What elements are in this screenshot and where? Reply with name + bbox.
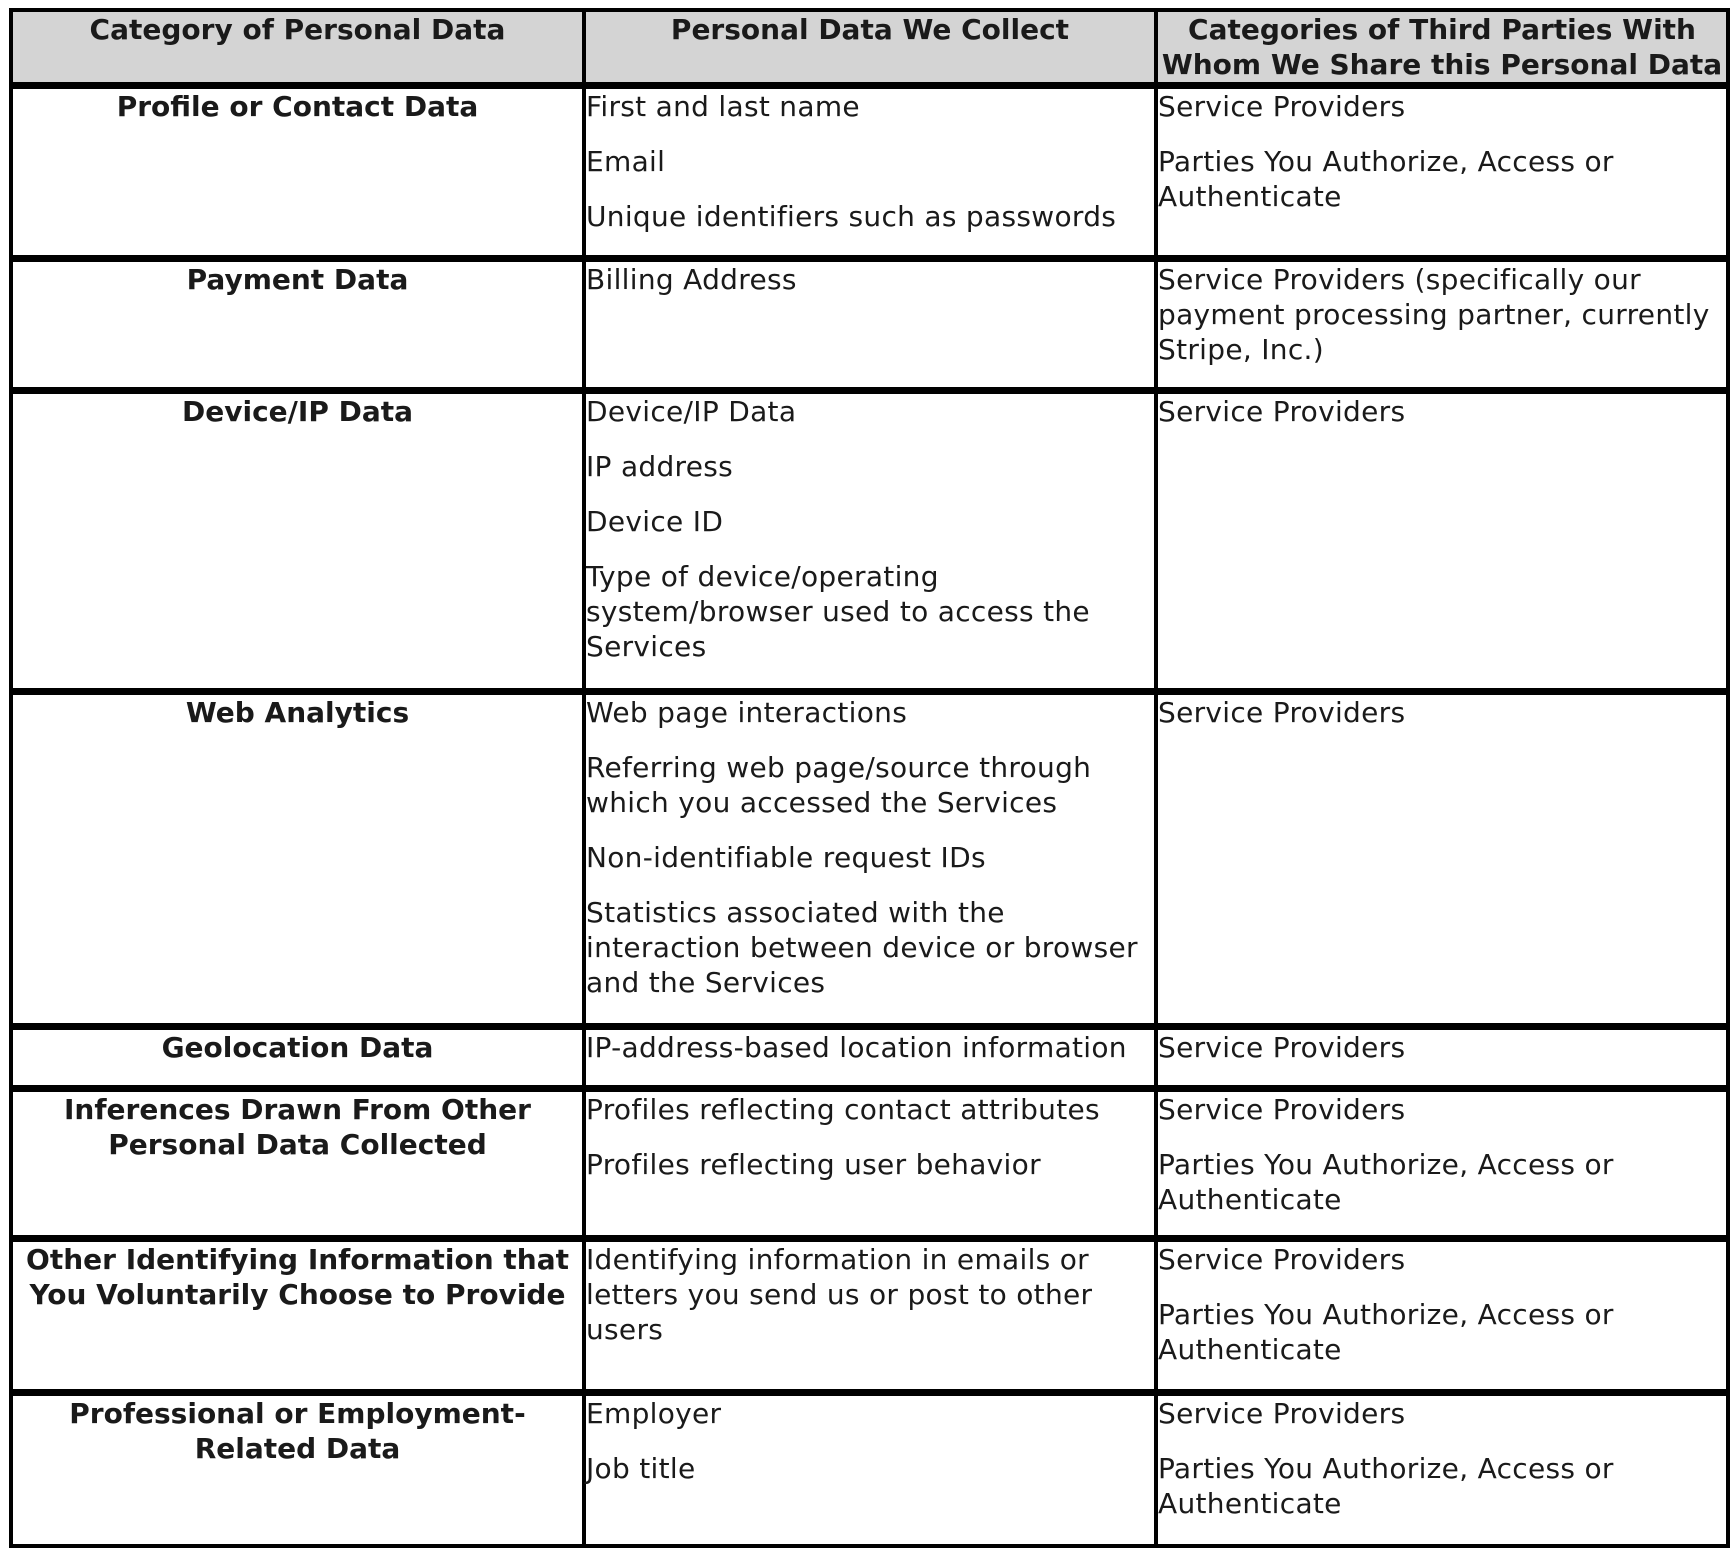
collected-cell [584,1239,1156,1393]
table-row [11,1393,1728,1547]
third-party-item: Service Providers [1158,1031,1406,1064]
category-cell: Device/IP Data [11,391,584,692]
table-header [11,10,1728,86]
category-cell: Payment Data [11,259,584,391]
third-parties-cell [1156,1027,1728,1089]
collected-item: Non-identifiable request IDs [586,841,986,874]
third-party-item: Service Providers [1158,395,1406,428]
third-party-item: Parties You Authorize, Access or Authenticate [1158,1148,1614,1216]
header-collected: Personal Data We Collect [584,10,1156,86]
third-parties-cell [1156,1089,1728,1239]
third-party-item: Service Providers [1158,90,1406,123]
collected-cell [584,1027,1156,1089]
header-row [11,10,1728,86]
table-row [11,692,1728,1027]
collected-item: Referring web page/source through which you accessed the Services [586,751,1092,819]
third-party-item: Parties You Authorize, Access or Authenticate [1158,1452,1614,1520]
collected-cell [584,692,1156,1027]
table-row [11,86,1728,259]
category-cell: Professional or Employment-Related Data [11,1393,584,1547]
collected-item: Profiles reflecting user behavior [586,1148,1041,1181]
collected-item: Unique identifiers such as passwords [586,200,1117,233]
collected-item: Statistics associated with the interaction between device or browser and the Services [586,896,1138,999]
collected-cell [584,86,1156,259]
table-row [11,1027,1728,1089]
table-row [11,391,1728,692]
collected-item: IP-address-based location information [586,1031,1127,1064]
collected-cell [584,1393,1156,1547]
table-row [11,1239,1728,1393]
collected-cell [584,1089,1156,1239]
third-parties-cell [1156,86,1728,259]
table-row [11,1089,1728,1239]
third-parties-cell [1156,1239,1728,1393]
table-row [11,259,1728,391]
third-party-item: Parties You Authorize, Access or Authenticate [1158,145,1614,213]
third-party-item: Service Providers (specifically our payment processing partner, currently Stripe, Inc.) [1158,263,1710,366]
personal-data-table [9,8,1730,1548]
collected-item: First and last name [586,90,860,123]
collected-item: Web page interactions [586,696,908,729]
header-third-parties: Categories of Third Parties With Whom We Share this Personal Data [1156,10,1728,86]
third-party-item: Service Providers [1158,1397,1406,1430]
collected-item: IP address [586,450,734,483]
collected-item: Device/IP Data [586,395,797,428]
third-parties-cell [1156,259,1728,391]
collected-item: Billing Address [586,263,797,296]
category-cell: Web Analytics [11,692,584,1027]
category-cell: Other Identifying Information that You Voluntarily Choose to Provide [11,1239,584,1393]
third-parties-cell [1156,391,1728,692]
collected-cell [584,259,1156,391]
header-category: Category of Personal Data [11,10,584,86]
third-party-item: Service Providers [1158,696,1406,729]
collected-item: Employer [586,1397,722,1430]
category-cell: Inferences Drawn From Other Personal Data Collected [11,1089,584,1239]
third-party-item: Parties You Authorize, Access or Authenticate [1158,1298,1614,1366]
third-parties-cell [1156,1393,1728,1547]
collected-item: Type of device/operating system/browser used to access the Services [586,560,1090,663]
collected-item: Device ID [586,505,724,538]
category-cell: Geolocation Data [11,1027,584,1089]
collected-item: Profiles reflecting contact attributes [586,1093,1100,1126]
third-party-item: Service Providers [1158,1243,1406,1276]
collected-item: Email [586,145,666,178]
third-party-item: Service Providers [1158,1093,1406,1126]
third-parties-cell [1156,692,1728,1027]
category-cell: Profile or Contact Data [11,86,584,259]
collected-item: Identifying information in emails or letters you send us or post to other users [586,1243,1093,1346]
collected-item: Job title [586,1452,696,1485]
table-body [11,86,1728,1547]
collected-cell [584,391,1156,692]
